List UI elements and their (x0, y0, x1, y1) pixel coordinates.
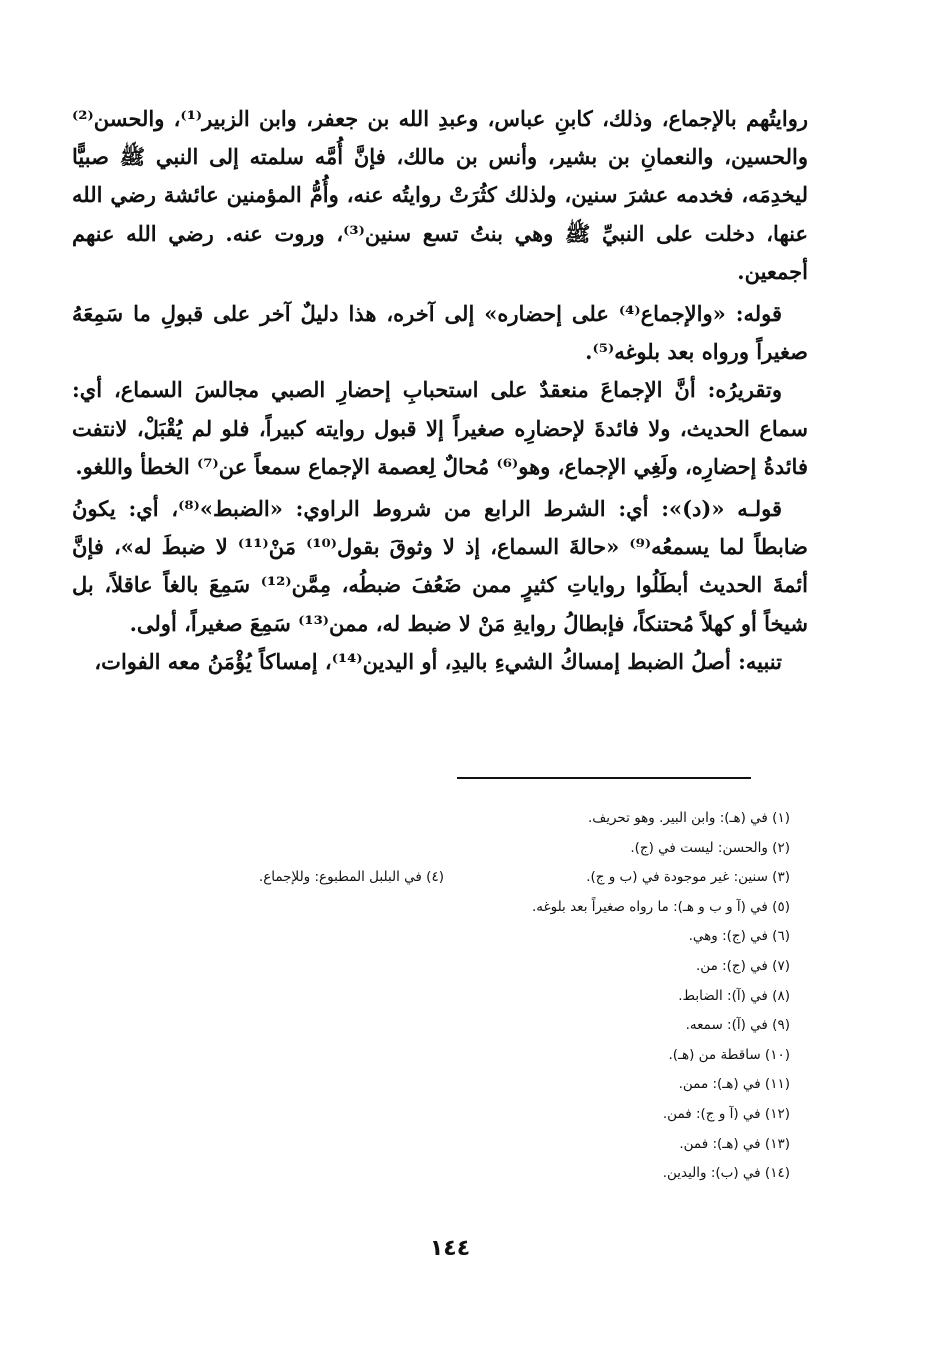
page-number: ١٤٤ (429, 1236, 471, 1261)
footnote-row (150, 1159, 790, 1189)
footnote-row (150, 982, 790, 1012)
footnote-row (150, 834, 790, 864)
footnote-12: (١٢) في (آ و ج): فمن. (662, 1105, 790, 1122)
main-text (72, 100, 808, 681)
footnote-row (150, 952, 790, 982)
footnote-row (150, 1130, 790, 1160)
paragraph-1: روايتُهم بالإجماع، وذلك، كابنِ عباس، وعبدِ الله بن جعفر، وابن الزبير⁽¹⁾، والحسن⁽²⁾ والحسين، والنعمانِ بن بشير، وأنس بن مالك، فإنَّ أُمَّه سلمته إلى النبي ﷺ صبيًّا ليخدِمَه، فخدمه عشرَ سنين، ولذلك كثُرَتْ روايتُه عنه، وأُمُّ المؤمنين عائشة رضي الله عنها، دخلت على النبيِّ ﷺ وهي بنتُ تسع سنين⁽³⁾، وروت عنه. رضي الله عنهم أجمعين. (72, 106, 808, 284)
footnote-row (150, 922, 790, 952)
footnote-1: (١) في (هـ): وابن البير. وهو تحريف. (587, 810, 790, 826)
footnote-row (150, 804, 790, 834)
footnote-row (150, 1100, 790, 1130)
footnote-9: (٩) في (آ): سمعه. (685, 1017, 790, 1034)
paragraph-2: قوله: «والإجماع⁽⁴⁾ على إحضاره» إلى آخره، هذا دليلٌ آخر على قبولِ ما سَمِعَهُ صغيراً ورواه بعد بلوغه⁽⁵⁾. (72, 301, 808, 365)
footnote-5: (٥) في (آ و ب و هـ): ما رواه صغيراً بعد بلوغه. (532, 898, 790, 915)
paragraph-3: وتقريرُه: أنَّ الإجماعَ منعقدٌ على استحبابِ إحضارِ الصبي مجالسَ السماع، أي: سماع الحديث، ولا فائدةَ لإحضارِه صغيراً إلا قبول روايته كبيراً، فلو لم يُقْبَلْ، لانتفت فائدةُ إحضارِه، ولَغِي الإجماع، وهو⁽⁶⁾ مُحالٌ لِعصمة الإجماع سمعاً عن⁽⁷⁾ الخطأ واللغو. (72, 377, 808, 479)
footnote-4: (٤) في البلبل المطبوع: وللإجماع. (258, 869, 444, 886)
footnotes (150, 804, 790, 1189)
footnote-7: (٧) في (ج): من. (696, 957, 790, 974)
footnote-row (150, 1070, 790, 1100)
footnote-14: (١٤) في (ب): واليدين. (662, 1165, 790, 1182)
paragraph-5: تنبيه: أصلُ الضبط إمساكُ الشيءِ باليدِ، أو اليدين⁽¹⁴⁾، إمساكاً يُؤْمَنُ معه الفوات، (94, 648, 782, 674)
footnote-11: (١١) في (هـ): ممن. (678, 1076, 790, 1093)
footnote-row (150, 1011, 790, 1041)
footnote-2: (٢) والحسن: ليست في (ج). (630, 839, 790, 856)
footnote-6: (٦) في (ج): وهي. (688, 928, 790, 945)
footnote-8: (٨) في (آ): الضابط. (678, 987, 790, 1004)
paragraph-4: قولـه «(د)»: أي: الشرط الرابع من شروط الراوي: «الضبط»⁽⁸⁾، أي: يكونُ ضابطاً لما يسمعُه⁽⁹⁾ «حالةَ السماع، إذ لا وثوقَ بقول⁽¹⁰⁾ مَنْ⁽¹¹⁾ لا ضبطَ له»، فإنَّ أئمةَ الحديث أبطَلُوا رواياتِ كثيرٍ ممن ضَعُفَ ضبطُه، مِمَّن⁽¹²⁾ سَمِعَ بالغاً عاقلاً، بل شيخاً أو كهلاً مُحتنكاً، فإبطالُ روايةِ مَنْ لا ضبط له، ممن⁽¹³⁾ سَمِعَ صغيراً، أولى. (72, 496, 809, 636)
footnote-row (150, 863, 790, 893)
footnote-10: (١٠) ساقطة من (هـ). (668, 1046, 790, 1063)
footnote-row (150, 893, 790, 923)
footnote-separator (457, 777, 751, 779)
footnote-3: (٣) سنين: غير موجودة في (ب و ج). (586, 869, 790, 886)
footnote-13: (١٣) في (هـ): فمن. (679, 1135, 790, 1152)
footnote-row (150, 1041, 790, 1071)
